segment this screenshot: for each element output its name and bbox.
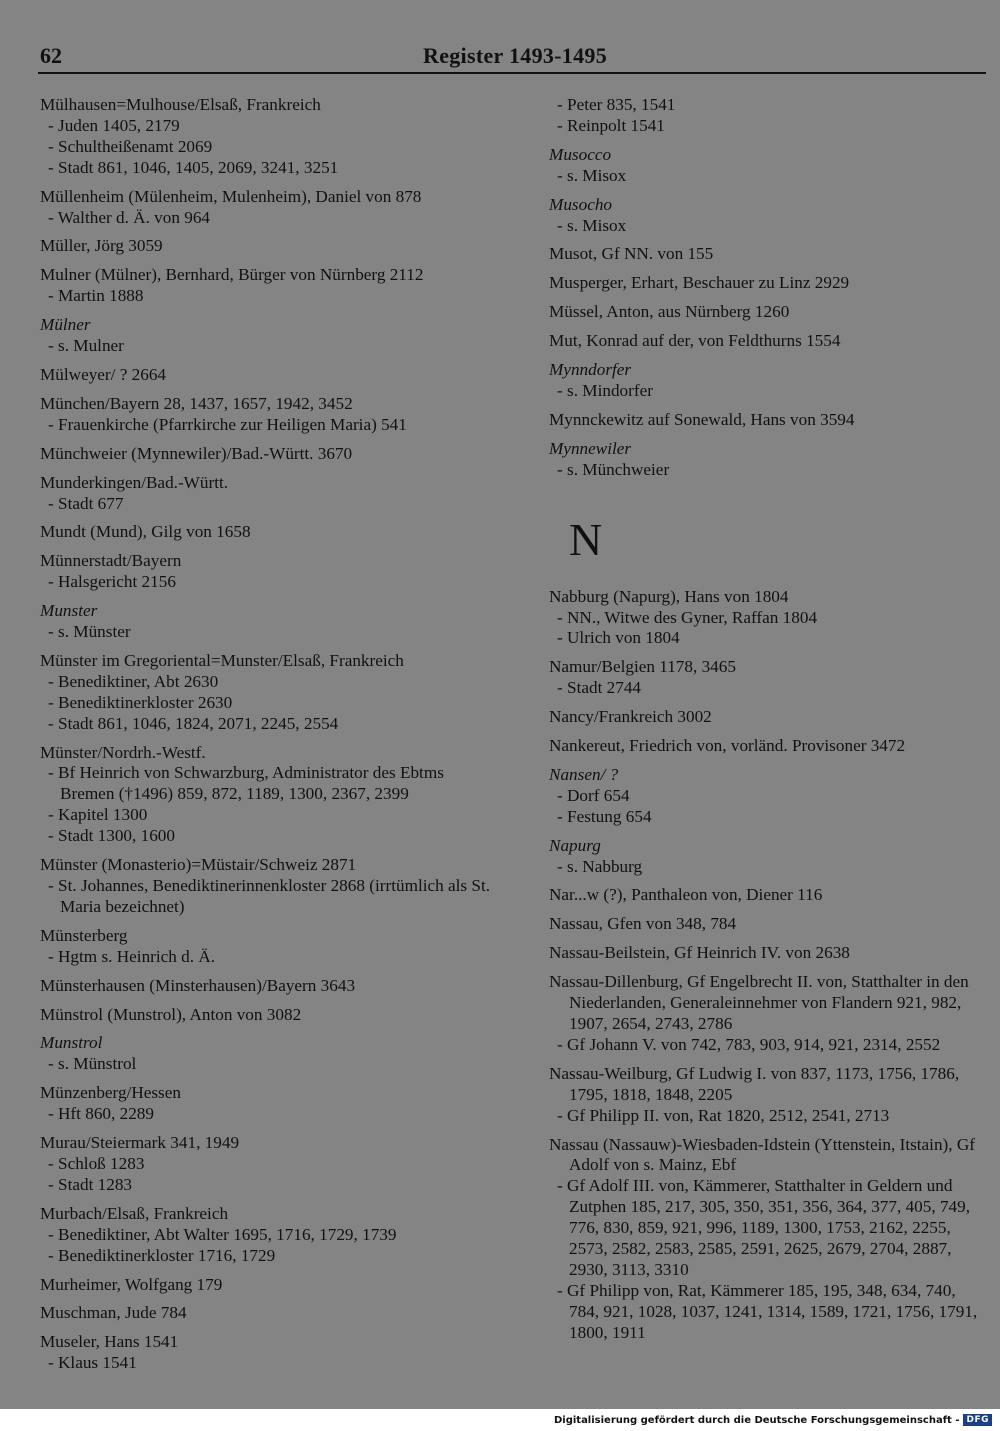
entry-subentry: - Stadt 2744	[557, 678, 642, 698]
index-entry	[549, 707, 989, 728]
entry-subentry: - Dorf 654	[557, 785, 630, 805]
entry-subentry: - Benediktinerkloster 1716, 1729	[48, 1245, 276, 1265]
index-entry	[40, 315, 500, 357]
entry-heading: Napurg	[549, 835, 601, 855]
entry-heading: Mundt (Mund), Gilg von 1658	[40, 522, 251, 542]
index-entry	[40, 651, 500, 735]
entry-subentry: - St. Johannes, Benediktinerinnenkloster 2868 (irrtümlich als St. Maria bezeichnet)	[48, 876, 491, 916]
entry-subentry: - Festung 654	[557, 806, 652, 826]
entry-subentry: - Schloß 1283	[48, 1153, 145, 1173]
index-entry	[40, 1133, 500, 1196]
index-entry	[549, 273, 989, 294]
index-entry	[549, 244, 989, 265]
entry-subentry: - Benediktiner, Abt 2630	[48, 671, 219, 691]
entry-subentry: - Schultheißenamt 2069	[48, 136, 213, 156]
entry-subentry: - Stadt 1300, 1600	[48, 826, 175, 846]
index-entry	[40, 743, 500, 848]
entry-subentry: - NN., Witwe des Gyner, Raffan 1804	[557, 607, 818, 627]
entry-heading: Mynnewiler	[549, 438, 632, 458]
entry-heading: München/Bayern 28, 1437, 1657, 1942, 3452	[40, 393, 353, 413]
entry-subentry: - Walther d. Ä. von 964	[48, 207, 211, 227]
index-entry	[40, 522, 500, 543]
entry-heading: Nassau-Beilstein, Gf Heinrich IV. von 2638	[549, 943, 850, 963]
entry-subentry: - Klaus 1541	[48, 1353, 137, 1373]
entry-heading: Nassau (Nassauw)-Wiesbaden-Idstein (Yttenstein, Itstain), Gf Adolf von s. Mainz, Ebf	[549, 1134, 976, 1175]
entry-heading: Mut, Konrad auf der, von Feldthurns 1554	[549, 331, 841, 351]
entry-heading: Munstrol	[40, 1033, 103, 1053]
index-entry	[40, 601, 500, 643]
entry-heading: Nancy/Frankreich 3002	[549, 707, 712, 727]
entry-subentry: - Stadt 861, 1046, 1405, 2069, 3241, 3251	[48, 157, 339, 177]
page-title: Register 1493-1495	[423, 43, 608, 68]
index-entry	[40, 1033, 500, 1075]
entry-heading: Nansen/ ?	[549, 764, 619, 784]
index-entry	[40, 444, 500, 465]
index-entry	[40, 855, 500, 918]
entry-heading: Münnerstadt/Bayern	[40, 551, 182, 571]
entry-subentry: - Benediktinerkloster 2630	[48, 692, 233, 712]
entry-heading: Mynndorfer	[549, 360, 632, 380]
index-entry	[549, 914, 989, 935]
index-entry	[40, 551, 500, 593]
entry-subentry: - Gf Philipp II. von, Rat 1820, 2512, 2541, 2713	[557, 1105, 890, 1125]
index-entry	[549, 736, 989, 757]
entry-heading: Muschman, Jude 784	[40, 1303, 187, 1323]
index-entry	[40, 1275, 500, 1296]
entry-subentry: - Hft 860, 2289	[48, 1104, 154, 1124]
index-entry	[40, 1204, 500, 1267]
index-entry	[549, 765, 989, 828]
entry-subentry: - Reinpolt 1541	[557, 115, 665, 135]
index-entry	[549, 95, 989, 137]
entry-heading: Nassau-Weilburg, Gf Ludwig I. von 837, 1173, 1756, 1786, 1795, 1818, 1848, 2205	[549, 1063, 960, 1104]
entry-subentry: - Gf Adolf III. von, Kämmerer, Statthalter in Geldern und Zutphen 185, 217, 305, 350, 351, 356, 364, 377, 405, 749, 776, 830, 859, 921, 996, 1189, 1300, 1753, 2162, 2255, 2573, 2582, 2583, 2585, 2591, 2625, 2679, 2704, 2887, 2930, 3113, 3310	[557, 1176, 971, 1279]
entry-subentry: - Halsgericht 2156	[48, 572, 176, 592]
entry-subentry: - s. Misox	[557, 215, 627, 235]
entry-heading: Musot, Gf NN. von 155	[549, 244, 714, 264]
entry-subentry: - Martin 1888	[48, 286, 144, 306]
entry-heading: Müllenheim (Mülenheim, Mulenheim), Daniel von 878	[40, 186, 422, 206]
entry-subentry: - Frauenkirche (Pfarrkirche zur Heiligen Maria) 541	[48, 414, 407, 434]
entry-subentry: - Stadt 677	[48, 493, 124, 513]
entry-subentry: - s. Münster	[48, 622, 131, 642]
index-entry	[549, 410, 989, 431]
entry-heading: Mülhausen=Mulhouse/Elsaß, Frankreich	[40, 95, 321, 114]
entry-heading: Münster/Nordrh.-Westf.	[40, 742, 206, 762]
entry-heading: Münsterberg	[40, 925, 128, 945]
index-entry	[40, 187, 500, 229]
entry-heading: Mynnckewitz auf Sonewald, Hans von 3594	[549, 409, 855, 429]
index-entry	[40, 1083, 500, 1125]
entry-heading: Munster	[40, 601, 98, 621]
entry-heading: Münstrol (Munstrol), Anton von 3082	[40, 1004, 302, 1024]
entry-subentry: - Peter 835, 1541	[557, 95, 676, 114]
entry-subentry: - s. Misox	[557, 165, 627, 185]
entry-subentry: - s. Münchweier	[557, 459, 670, 479]
entry-heading: Mülweyer/ ? 2664	[40, 364, 167, 384]
entry-subentry: - Gf Philipp von, Rat, Kämmerer 185, 195, 348, 634, 740, 784, 921, 1028, 1037, 1241, 1314, 1589, 1721, 1756, 1791, 1800, 1911	[557, 1280, 978, 1342]
entry-subentry: - s. Mulner	[48, 336, 124, 356]
index-entry	[40, 236, 500, 257]
entry-subentry: - s. Nabburg	[557, 856, 643, 876]
entry-heading: Münchweier (Mynnewiler)/Bad.-Württ. 3670	[40, 443, 353, 463]
index-entry	[40, 1303, 500, 1324]
page-number: 62	[40, 43, 62, 68]
entry-heading: Münster (Monasterio)=Müstair/Schweiz 2871	[40, 855, 357, 875]
index-entry	[549, 587, 989, 650]
entry-heading: Murheimer, Wolfgang 179	[40, 1274, 223, 1294]
entry-heading: Munderkingen/Bad.-Württ.	[40, 472, 229, 492]
entry-subentry: - Benediktiner, Abt Walter 1695, 1716, 1729, 1739	[48, 1224, 397, 1244]
entry-subentry: - Juden 1405, 2179	[48, 115, 180, 135]
header-rule	[38, 72, 986, 74]
entry-subentry: - s. Mindorfer	[557, 380, 653, 400]
index-entry	[40, 95, 500, 179]
index-entry	[549, 1135, 989, 1344]
index-entry	[40, 926, 500, 968]
entry-heading: Nabburg (Napurg), Hans von 1804	[549, 586, 789, 606]
index-entry	[40, 976, 500, 997]
entry-subentry: - Stadt 861, 1046, 1824, 2071, 2245, 2554	[48, 713, 339, 733]
index-entry	[549, 972, 989, 1056]
index-entry	[549, 657, 989, 699]
index-entry	[549, 302, 989, 323]
entry-heading: Musperger, Erhart, Beschauer zu Linz 2929	[549, 273, 850, 293]
index-entry	[549, 885, 989, 906]
entry-subentry: - Ulrich von 1804	[557, 628, 680, 648]
footer	[554, 1414, 992, 1426]
entry-heading: Müssel, Anton, aus Nürnberg 1260	[549, 302, 790, 322]
entry-heading: Museler, Hans 1541	[40, 1332, 179, 1352]
entry-heading: Münster im Gregoriental=Munster/Elsaß, Frankreich	[40, 650, 404, 670]
entry-subentry: - Kapitel 1300	[48, 805, 148, 825]
index-entry	[40, 394, 500, 436]
right-column	[549, 95, 989, 1352]
entry-heading: Müller, Jörg 3059	[40, 236, 163, 256]
index-entry	[40, 1332, 500, 1374]
entry-heading: Musocco	[549, 144, 612, 164]
entry-heading: Namur/Belgien 1178, 3465	[549, 657, 736, 677]
index-entry	[40, 365, 500, 386]
entry-heading: Mulner (Mülner), Bernhard, Bürger von Nürnberg 2112	[40, 265, 424, 285]
entry-heading: Murau/Steiermark 341, 1949	[40, 1133, 240, 1153]
index-entry	[40, 473, 500, 515]
index-entry	[549, 195, 989, 237]
left-column	[40, 95, 500, 1382]
entry-heading: Münsterhausen (Minsterhausen)/Bayern 3643	[40, 975, 356, 995]
index-entry	[549, 145, 989, 187]
index-entry	[40, 1005, 500, 1026]
footer-text: Digitalisierung gefördert durch die Deutsche Forschungsgemeinschaft -	[553, 1414, 960, 1426]
entry-heading: Musocho	[549, 194, 613, 214]
entry-heading: Münzenberg/Hessen	[40, 1083, 181, 1103]
entry-heading: Nar...w (?), Panthaleon von, Diener 116	[549, 885, 823, 905]
index-entry	[549, 331, 989, 352]
entry-subentry: - Stadt 1283	[48, 1174, 133, 1194]
index-entry	[549, 836, 989, 878]
entry-heading: Mülner	[40, 315, 91, 335]
page-header	[40, 43, 986, 73]
section-letter: N	[569, 513, 603, 565]
index-entry	[549, 360, 989, 402]
index-entry	[549, 1064, 989, 1127]
entry-subentry: - s. Münstrol	[48, 1054, 137, 1074]
entry-heading: Nassau, Gfen von 348, 784	[549, 914, 737, 934]
entry-heading: Nankereut, Friedrich von, vorländ. Provisoner 3472	[549, 736, 906, 756]
section-n	[549, 587, 989, 1344]
dfg-logo: DFG	[963, 1414, 992, 1426]
entry-subentry: - Hgtm s. Heinrich d. Ä.	[48, 946, 216, 966]
index-entry	[549, 439, 989, 481]
entry-subentry: - Bf Heinrich von Schwarzburg, Administrator des Ebtms Bremen (†1496) 859, 872, 1189, 1300, 2367, 2399	[48, 763, 444, 804]
entry-heading: Nassau-Dillenburg, Gf Engelbrecht II. von, Statthalter in den Niederlanden, Generaleinnehmer von Flandern 921, 982, 1907, 2654, 2743, 2786	[549, 972, 969, 1033]
index-entry	[40, 265, 500, 307]
entry-heading: Murbach/Elsaß, Frankreich	[40, 1203, 229, 1223]
section-m-continued	[549, 95, 989, 481]
index-entry	[549, 943, 989, 964]
entry-subentry: - Gf Johann V. von 742, 783, 903, 914, 921, 2314, 2552	[557, 1034, 941, 1054]
